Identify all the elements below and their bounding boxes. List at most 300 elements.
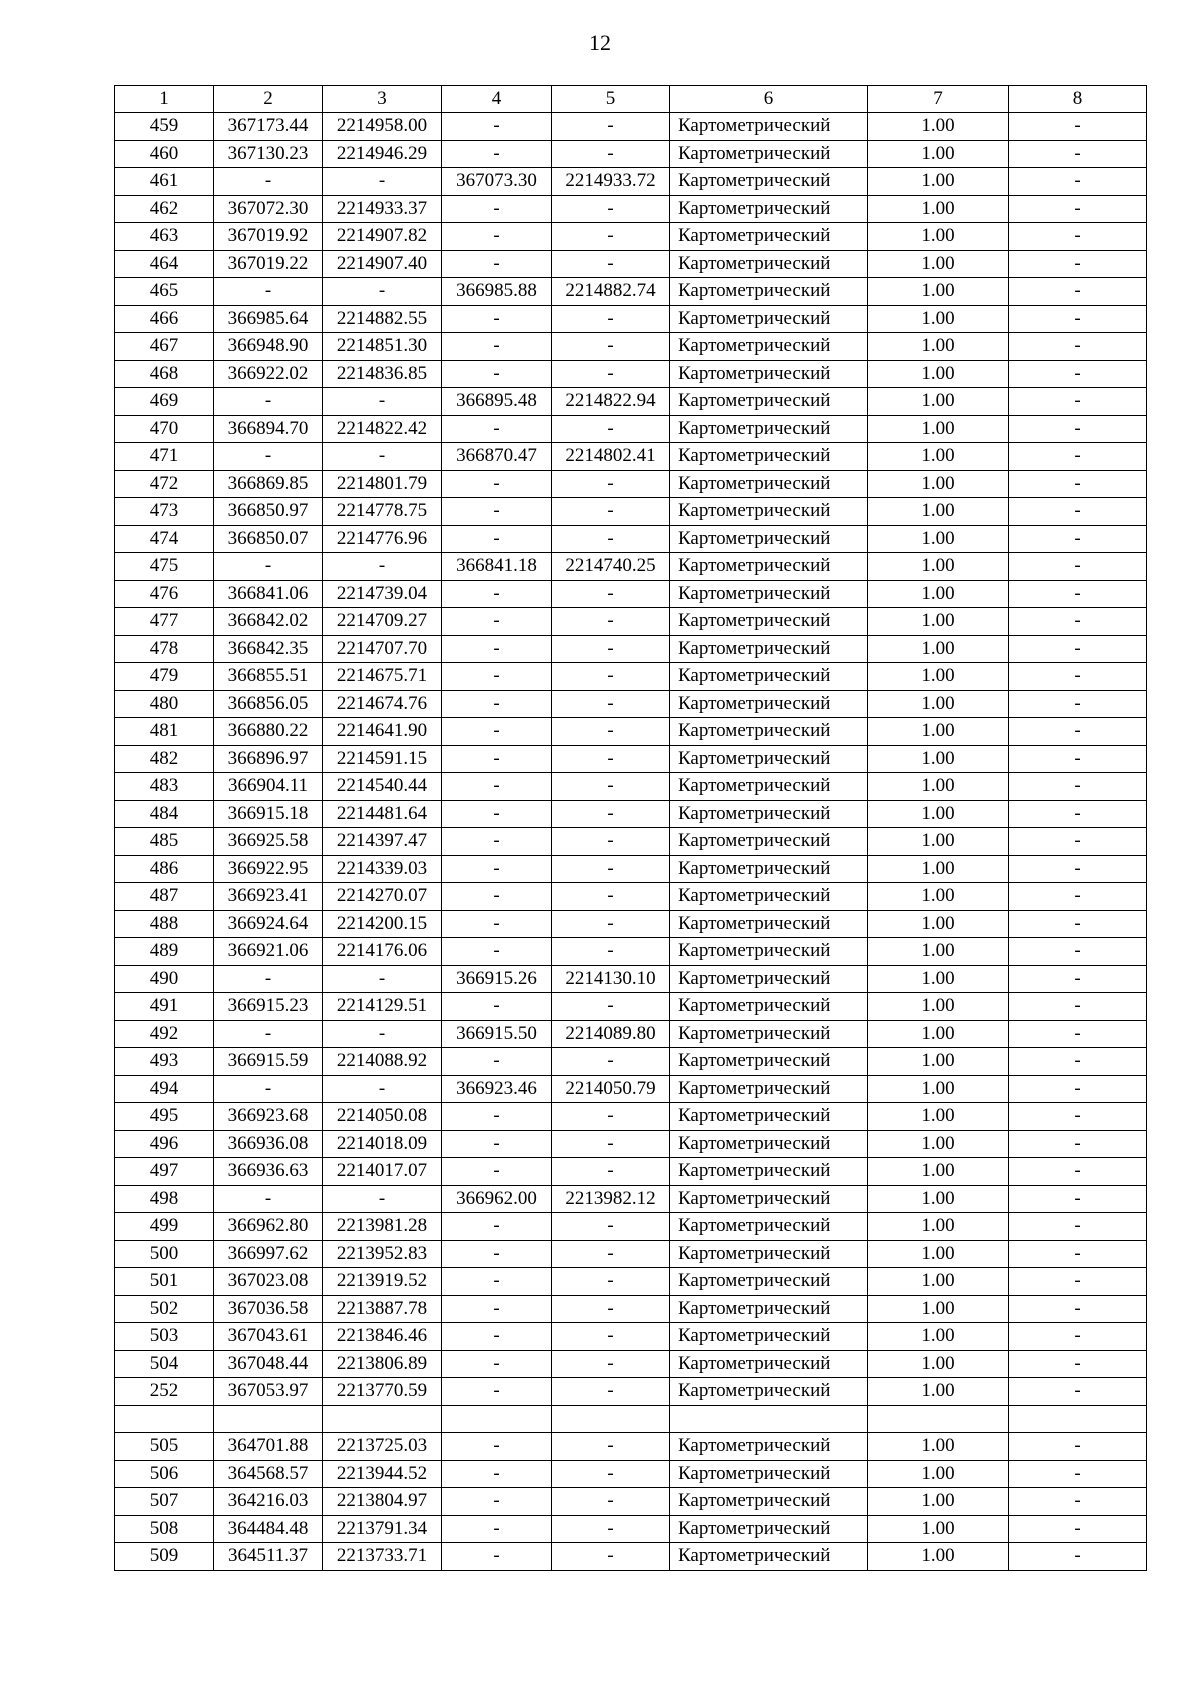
column-header: 7: [868, 86, 1009, 113]
table-row: [115, 195, 1147, 223]
y-coordinate-alt-cell: -: [552, 360, 670, 388]
x-coordinate-alt-cell: -: [442, 663, 552, 691]
method-cell: Картометрический: [670, 250, 868, 278]
accuracy-cell: 1.00: [868, 1020, 1009, 1048]
note-cell: -: [1009, 388, 1147, 416]
accuracy-cell: 1.00: [868, 663, 1009, 691]
point-number-cell: 460: [115, 140, 214, 168]
x-coordinate-cell: 367053.97: [214, 1378, 323, 1406]
point-number-cell: 471: [115, 443, 214, 471]
method-cell: Картометрический: [670, 745, 868, 773]
point-number-cell: 461: [115, 168, 214, 196]
y-coordinate-cell: 2214481.64: [323, 800, 442, 828]
y-coordinate-cell: 2214270.07: [323, 883, 442, 911]
point-number-cell: 484: [115, 800, 214, 828]
column-header: 3: [323, 86, 442, 113]
y-coordinate-alt-cell: -: [552, 1048, 670, 1076]
x-coordinate-cell: -: [214, 553, 323, 581]
column-header: 4: [442, 86, 552, 113]
y-coordinate-alt-cell: 2214882.74: [552, 278, 670, 306]
y-coordinate-cell: 2214129.51: [323, 993, 442, 1021]
method-cell: Картометрический: [670, 1213, 868, 1241]
point-number-cell: 508: [115, 1515, 214, 1543]
point-number-cell: 464: [115, 250, 214, 278]
x-coordinate-alt-cell: -: [442, 580, 552, 608]
x-coordinate-cell: 366936.08: [214, 1130, 323, 1158]
note-cell: -: [1009, 855, 1147, 883]
method-cell: Картометрический: [670, 1103, 868, 1131]
y-coordinate-cell: 2214933.37: [323, 195, 442, 223]
y-coordinate-cell: 2214641.90: [323, 718, 442, 746]
x-coordinate-cell: 367173.44: [214, 113, 323, 141]
y-coordinate-alt-cell: -: [552, 663, 670, 691]
accuracy-cell: 1.00: [868, 718, 1009, 746]
method-cell: Картометрический: [670, 1185, 868, 1213]
accuracy-cell: 1.00: [868, 580, 1009, 608]
note-cell: -: [1009, 1543, 1147, 1571]
x-coordinate-alt-cell: 366915.50: [442, 1020, 552, 1048]
x-coordinate-cell: 366894.70: [214, 415, 323, 443]
y-coordinate-alt-cell: -: [552, 718, 670, 746]
x-coordinate-alt-cell: -: [442, 910, 552, 938]
method-cell: Картометрический: [670, 195, 868, 223]
x-coordinate-cell: 366896.97: [214, 745, 323, 773]
y-coordinate-cell: 2213952.83: [323, 1240, 442, 1268]
table-row: [115, 223, 1147, 251]
accuracy-cell: 1.00: [868, 388, 1009, 416]
y-coordinate-cell: 2214397.47: [323, 828, 442, 856]
table-row: [115, 1158, 1147, 1186]
y-coordinate-alt-cell: -: [552, 1268, 670, 1296]
table-row: [115, 993, 1147, 1021]
x-coordinate-alt-cell: -: [442, 250, 552, 278]
x-coordinate-cell: 366997.62: [214, 1240, 323, 1268]
x-coordinate-cell: -: [214, 388, 323, 416]
method-cell: Картометрический: [670, 278, 868, 306]
y-coordinate-cell: 2213919.52: [323, 1268, 442, 1296]
note-cell: -: [1009, 773, 1147, 801]
method-cell: Картометрический: [670, 1543, 868, 1571]
x-coordinate-cell: 364568.57: [214, 1460, 323, 1488]
note-cell: -: [1009, 1378, 1147, 1406]
table-row: [115, 1378, 1147, 1406]
y-coordinate-cell: -: [323, 553, 442, 581]
point-number-cell: 479: [115, 663, 214, 691]
x-coordinate-alt-cell: -: [442, 1433, 552, 1461]
point-number-cell: 466: [115, 305, 214, 333]
x-coordinate-alt-cell: 367073.30: [442, 168, 552, 196]
x-coordinate-cell: 366925.58: [214, 828, 323, 856]
y-coordinate-cell: 2214739.04: [323, 580, 442, 608]
x-coordinate-cell: 366962.80: [214, 1213, 323, 1241]
y-coordinate-alt-cell: -: [552, 690, 670, 718]
y-coordinate-alt-cell: -: [552, 1295, 670, 1323]
point-number-cell: 468: [115, 360, 214, 388]
note-cell: -: [1009, 663, 1147, 691]
x-coordinate-cell: 366985.64: [214, 305, 323, 333]
y-coordinate-alt-cell: -: [552, 1103, 670, 1131]
table-row: [115, 828, 1147, 856]
point-number-cell: 488: [115, 910, 214, 938]
x-coordinate-alt-cell: 366895.48: [442, 388, 552, 416]
table-row: [115, 168, 1147, 196]
y-coordinate-alt-cell: -: [552, 525, 670, 553]
y-coordinate-cell: 2214801.79: [323, 470, 442, 498]
y-coordinate-alt-cell: -: [552, 140, 670, 168]
accuracy-cell: 1.00: [868, 498, 1009, 526]
table-row: [115, 498, 1147, 526]
method-cell: Картометрический: [670, 1460, 868, 1488]
x-coordinate-alt-cell: -: [442, 800, 552, 828]
method-cell: Картометрический: [670, 140, 868, 168]
y-coordinate-cell: 2214836.85: [323, 360, 442, 388]
y-coordinate-cell: 2213791.34: [323, 1515, 442, 1543]
note-cell: -: [1009, 553, 1147, 581]
accuracy-cell: 1.00: [868, 608, 1009, 636]
table-row: [115, 1543, 1147, 1571]
x-coordinate-alt-cell: 366962.00: [442, 1185, 552, 1213]
note-cell: -: [1009, 1158, 1147, 1186]
point-number-cell: 459: [115, 113, 214, 141]
x-coordinate-alt-cell: -: [442, 360, 552, 388]
x-coordinate-cell: -: [214, 1020, 323, 1048]
y-coordinate-alt-cell: 2214089.80: [552, 1020, 670, 1048]
table-body: [115, 86, 1147, 1571]
y-coordinate-alt-cell: 2214050.79: [552, 1075, 670, 1103]
y-coordinate-alt-cell: -: [552, 635, 670, 663]
point-number-cell: 478: [115, 635, 214, 663]
x-coordinate-cell: 366855.51: [214, 663, 323, 691]
method-cell: Картометрический: [670, 333, 868, 361]
x-coordinate-alt-cell: 366923.46: [442, 1075, 552, 1103]
x-coordinate-cell: 367048.44: [214, 1350, 323, 1378]
method-cell: Картометрический: [670, 1268, 868, 1296]
table-row: [115, 883, 1147, 911]
accuracy-cell: 1.00: [868, 195, 1009, 223]
y-coordinate-cell: 2214176.06: [323, 938, 442, 966]
point-number-cell: 473: [115, 498, 214, 526]
x-coordinate-cell: 366842.35: [214, 635, 323, 663]
accuracy-cell: 1.00: [868, 938, 1009, 966]
table-row: [115, 910, 1147, 938]
method-cell: Картометрический: [670, 855, 868, 883]
table-row: [115, 470, 1147, 498]
note-cell: -: [1009, 1213, 1147, 1241]
note-cell: -: [1009, 690, 1147, 718]
table-row: [115, 1460, 1147, 1488]
x-coordinate-alt-cell: -: [442, 993, 552, 1021]
x-coordinate-alt-cell: -: [442, 718, 552, 746]
note-cell: -: [1009, 635, 1147, 663]
x-coordinate-cell: 366923.41: [214, 883, 323, 911]
accuracy-cell: 1.00: [868, 140, 1009, 168]
y-coordinate-alt-cell: -: [552, 1240, 670, 1268]
y-coordinate-cell: -: [323, 1075, 442, 1103]
y-coordinate-alt-cell: 2214802.41: [552, 443, 670, 471]
note-cell: -: [1009, 745, 1147, 773]
x-coordinate-alt-cell: -: [442, 1350, 552, 1378]
point-number-cell: 495: [115, 1103, 214, 1131]
x-coordinate-cell: 366850.97: [214, 498, 323, 526]
x-coordinate-alt-cell: -: [442, 1158, 552, 1186]
y-coordinate-cell: 2214591.15: [323, 745, 442, 773]
point-number-cell: 467: [115, 333, 214, 361]
y-coordinate-cell: 2213733.71: [323, 1543, 442, 1571]
y-coordinate-cell: 2214088.92: [323, 1048, 442, 1076]
method-cell: Картометрический: [670, 168, 868, 196]
method-cell: Картометрический: [670, 223, 868, 251]
accuracy-cell: 1.00: [868, 1460, 1009, 1488]
x-coordinate-alt-cell: -: [442, 1488, 552, 1516]
y-coordinate-alt-cell: -: [552, 223, 670, 251]
x-coordinate-cell: 366922.02: [214, 360, 323, 388]
y-coordinate-alt-cell: -: [552, 1488, 670, 1516]
point-number-cell: [115, 1405, 214, 1433]
table-row: [115, 580, 1147, 608]
x-coordinate-alt-cell: -: [442, 855, 552, 883]
x-coordinate-cell: -: [214, 443, 323, 471]
table-row: [115, 938, 1147, 966]
note-cell: -: [1009, 195, 1147, 223]
y-coordinate-cell: 2214200.15: [323, 910, 442, 938]
point-number-cell: 502: [115, 1295, 214, 1323]
accuracy-cell: 1.00: [868, 553, 1009, 581]
x-coordinate-cell: 366923.68: [214, 1103, 323, 1131]
y-coordinate-alt-cell: -: [552, 1158, 670, 1186]
table-row: [115, 1323, 1147, 1351]
method-cell: Картометрический: [670, 415, 868, 443]
table-row: [115, 113, 1147, 141]
y-coordinate-alt-cell: -: [552, 580, 670, 608]
y-coordinate-cell: 2214958.00: [323, 113, 442, 141]
x-coordinate-cell: 366880.22: [214, 718, 323, 746]
x-coordinate-cell: -: [214, 278, 323, 306]
x-coordinate-cell: 366915.23: [214, 993, 323, 1021]
accuracy-cell: 1.00: [868, 828, 1009, 856]
x-coordinate-alt-cell: -: [442, 140, 552, 168]
y-coordinate-alt-cell: 2214130.10: [552, 965, 670, 993]
method-cell: Картометрический: [670, 113, 868, 141]
note-cell: -: [1009, 1515, 1147, 1543]
table-row: [115, 1350, 1147, 1378]
accuracy-cell: 1.00: [868, 1543, 1009, 1571]
x-coordinate-cell: 366842.02: [214, 608, 323, 636]
accuracy-cell: 1.00: [868, 1378, 1009, 1406]
table-row: [115, 1048, 1147, 1076]
accuracy-cell: 1.00: [868, 1323, 1009, 1351]
table-row: [115, 1020, 1147, 1048]
table-row: [115, 443, 1147, 471]
accuracy-cell: 1.00: [868, 773, 1009, 801]
y-coordinate-alt-cell: -: [552, 855, 670, 883]
point-number-cell: 509: [115, 1543, 214, 1571]
method-cell: Картометрический: [670, 553, 868, 581]
y-coordinate-alt-cell: -: [552, 1543, 670, 1571]
y-coordinate-cell: -: [323, 965, 442, 993]
accuracy-cell: 1.00: [868, 443, 1009, 471]
accuracy-cell: 1.00: [868, 1103, 1009, 1131]
y-coordinate-alt-cell: -: [552, 195, 670, 223]
y-coordinate-alt-cell: -: [552, 470, 670, 498]
note-cell: -: [1009, 965, 1147, 993]
x-coordinate-cell: 366856.05: [214, 690, 323, 718]
note-cell: -: [1009, 415, 1147, 443]
method-cell: Картометрический: [670, 993, 868, 1021]
x-coordinate-cell: -: [214, 1185, 323, 1213]
y-coordinate-cell: -: [323, 168, 442, 196]
y-coordinate-cell: 2214707.70: [323, 635, 442, 663]
x-coordinate-alt-cell: -: [442, 1048, 552, 1076]
point-number-cell: 472: [115, 470, 214, 498]
x-coordinate-cell: 366915.59: [214, 1048, 323, 1076]
x-coordinate-cell: -: [214, 965, 323, 993]
method-cell: Картометрический: [670, 1130, 868, 1158]
point-number-cell: 481: [115, 718, 214, 746]
y-coordinate-cell: 2214907.40: [323, 250, 442, 278]
method-cell: Картометрический: [670, 1075, 868, 1103]
y-coordinate-alt-cell: -: [552, 113, 670, 141]
column-header: 6: [670, 86, 868, 113]
x-coordinate-alt-cell: -: [442, 470, 552, 498]
table-row: [115, 1515, 1147, 1543]
accuracy-cell: 1.00: [868, 1515, 1009, 1543]
point-number-cell: 499: [115, 1213, 214, 1241]
accuracy-cell: 1.00: [868, 1130, 1009, 1158]
table-row: [115, 800, 1147, 828]
x-coordinate-alt-cell: -: [442, 690, 552, 718]
note-cell: -: [1009, 580, 1147, 608]
point-number-cell: 501: [115, 1268, 214, 1296]
method-cell: Картометрический: [670, 800, 868, 828]
y-coordinate-cell: 2213806.89: [323, 1350, 442, 1378]
note-cell: [1009, 1405, 1147, 1433]
table-row: [115, 1075, 1147, 1103]
x-coordinate-alt-cell: 366841.18: [442, 553, 552, 581]
point-number-cell: 483: [115, 773, 214, 801]
y-coordinate-cell: -: [323, 388, 442, 416]
method-cell: Картометрический: [670, 1378, 868, 1406]
note-cell: -: [1009, 470, 1147, 498]
method-cell: Картометрический: [670, 1350, 868, 1378]
point-number-cell: 490: [115, 965, 214, 993]
point-number-cell: 504: [115, 1350, 214, 1378]
x-coordinate-cell: 364216.03: [214, 1488, 323, 1516]
table-row: [115, 1433, 1147, 1461]
note-cell: -: [1009, 250, 1147, 278]
x-coordinate-cell: 367043.61: [214, 1323, 323, 1351]
x-coordinate-cell: 367023.08: [214, 1268, 323, 1296]
note-cell: -: [1009, 1240, 1147, 1268]
point-number-cell: 505: [115, 1433, 214, 1461]
note-cell: -: [1009, 608, 1147, 636]
method-cell: Картометрический: [670, 690, 868, 718]
note-cell: -: [1009, 1268, 1147, 1296]
x-coordinate-alt-cell: -: [442, 1103, 552, 1131]
point-number-cell: 487: [115, 883, 214, 911]
x-coordinate-cell: 366869.85: [214, 470, 323, 498]
x-coordinate-cell: 366924.64: [214, 910, 323, 938]
y-coordinate-cell: 2213846.46: [323, 1323, 442, 1351]
accuracy-cell: 1.00: [868, 1048, 1009, 1076]
y-coordinate-alt-cell: -: [552, 1378, 670, 1406]
note-cell: -: [1009, 1103, 1147, 1131]
accuracy-cell: 1.00: [868, 635, 1009, 663]
y-coordinate-alt-cell: -: [552, 745, 670, 773]
table-row: [115, 553, 1147, 581]
method-cell: Картометрический: [670, 938, 868, 966]
x-coordinate-cell: 366936.63: [214, 1158, 323, 1186]
y-coordinate-alt-cell: -: [552, 800, 670, 828]
table-row: [115, 1213, 1147, 1241]
point-number-cell: 498: [115, 1185, 214, 1213]
column-header: 5: [552, 86, 670, 113]
note-cell: -: [1009, 360, 1147, 388]
x-coordinate-alt-cell: -: [442, 1213, 552, 1241]
x-coordinate-alt-cell: -: [442, 113, 552, 141]
y-coordinate-alt-cell: -: [552, 773, 670, 801]
note-cell: -: [1009, 443, 1147, 471]
y-coordinate-cell: 2213887.78: [323, 1295, 442, 1323]
x-coordinate-cell: 366922.95: [214, 855, 323, 883]
accuracy-cell: 1.00: [868, 223, 1009, 251]
y-coordinate-alt-cell: -: [552, 993, 670, 1021]
x-coordinate-cell: 364484.48: [214, 1515, 323, 1543]
y-coordinate-alt-cell: 2214740.25: [552, 553, 670, 581]
table-row: [115, 1405, 1147, 1433]
accuracy-cell: 1.00: [868, 278, 1009, 306]
accuracy-cell: 1.00: [868, 1158, 1009, 1186]
table-row: [115, 718, 1147, 746]
x-coordinate-cell: 367036.58: [214, 1295, 323, 1323]
x-coordinate-alt-cell: -: [442, 1323, 552, 1351]
x-coordinate-cell: 367019.92: [214, 223, 323, 251]
method-cell: Картометрический: [670, 580, 868, 608]
point-number-cell: 482: [115, 745, 214, 773]
note-cell: -: [1009, 498, 1147, 526]
y-coordinate-cell: 2214050.08: [323, 1103, 442, 1131]
y-coordinate-cell: 2214851.30: [323, 333, 442, 361]
x-coordinate-alt-cell: -: [442, 1295, 552, 1323]
note-cell: -: [1009, 1295, 1147, 1323]
accuracy-cell: 1.00: [868, 113, 1009, 141]
y-coordinate-alt-cell: [552, 1405, 670, 1433]
x-coordinate-alt-cell: -: [442, 223, 552, 251]
x-coordinate-cell: 367019.22: [214, 250, 323, 278]
table-row: [115, 1240, 1147, 1268]
point-number-cell: 476: [115, 580, 214, 608]
column-header: 2: [214, 86, 323, 113]
y-coordinate-cell: 2214946.29: [323, 140, 442, 168]
x-coordinate-alt-cell: -: [442, 1543, 552, 1571]
x-coordinate-alt-cell: -: [442, 938, 552, 966]
x-coordinate-alt-cell: -: [442, 525, 552, 553]
x-coordinate-alt-cell: -: [442, 608, 552, 636]
point-number-cell: 507: [115, 1488, 214, 1516]
x-coordinate-alt-cell: 366870.47: [442, 443, 552, 471]
y-coordinate-cell: -: [323, 1185, 442, 1213]
table-row: [115, 1130, 1147, 1158]
x-coordinate-cell: 366841.06: [214, 580, 323, 608]
x-coordinate-cell: [214, 1405, 323, 1433]
point-number-cell: 493: [115, 1048, 214, 1076]
point-number-cell: 489: [115, 938, 214, 966]
method-cell: Картометрический: [670, 965, 868, 993]
note-cell: -: [1009, 883, 1147, 911]
note-cell: -: [1009, 828, 1147, 856]
point-number-cell: 474: [115, 525, 214, 553]
y-coordinate-cell: 2213770.59: [323, 1378, 442, 1406]
accuracy-cell: 1.00: [868, 1488, 1009, 1516]
